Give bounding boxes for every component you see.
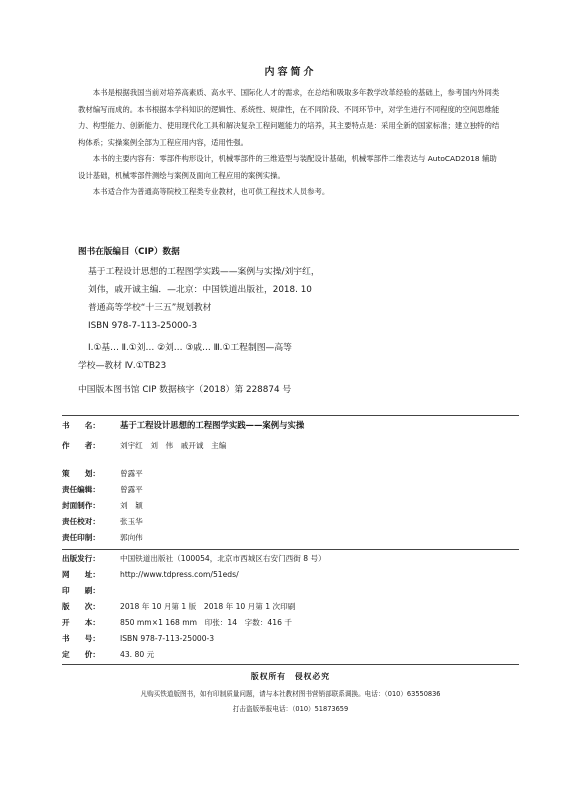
cip-line-3: 普通高等学校“十三五”规划教材 <box>88 303 212 313</box>
publish-row <box>62 585 120 596</box>
cip-line-6: 学校—教材 Ⅳ.①TB23 <box>78 361 167 371</box>
intro-paragraph-2: 本书的主要内容有：零部件构形设计，机械零部件的三维造型与装配设计基础，机械零部件二维表达与 AutoCAD2018 辅助设计基础，机械零部件测绘与案例及面向工程应用的案例实操。 <box>78 154 497 180</box>
cip-line-4: ISBN 978-7-113-25000-3 <box>88 321 198 331</box>
book-author-label: 作 者： <box>62 441 100 450</box>
publish-label: 版 次： <box>62 602 100 611</box>
staff-row <box>62 468 143 479</box>
publish-value: 2018 年 10 月第 1 版 2018 年 10 月第 1 次印刷 <box>120 602 296 611</box>
staff-row <box>62 500 143 511</box>
divider-top <box>62 415 519 416</box>
publish-label: 印 刷： <box>62 586 100 595</box>
staff-value: 郭向伟 <box>120 533 143 542</box>
copyright-title: 版权所有 侵权必究 <box>250 672 331 681</box>
staff-value: 曾露平 <box>120 469 143 478</box>
publish-value: http://www.tdpress.com/51eds/ <box>120 570 239 579</box>
divider-bottom <box>62 664 519 665</box>
cip-heading: 图书在版编目（CIP）数据 <box>78 247 180 257</box>
publish-row <box>62 569 239 580</box>
publish-row <box>62 633 214 644</box>
intro-paragraph-1: 本书是根据我国当前对培养高素质、高水平、国际化人才的需求，在总结和吸取多年教学改革经验的基础上，参考国内外同类教材编写而成的。本书根据本学科知识的逻辑性、系统性、规律性，在不同阶段、不同环节中，对学生进行不同程度的空间思维能力、构型能力、创新能力、使用现代化工具和解决复杂工程问题能力的培养，其主要特点是：采用全新的国家标准；建立独特的结构体系；实操案例全部为工程应用内容，适用性强。 <box>78 88 500 147</box>
book-author-value: 刘宇红 刘 伟 戚开诚 主编 <box>120 441 227 450</box>
book-author-row <box>62 440 226 451</box>
publish-row <box>62 553 326 564</box>
cip-line-2: 刘伟，戚开诚主编．—北京：中国铁道出版社，2018. 10 <box>88 285 312 295</box>
publish-value: 43. 80 元 <box>120 650 155 659</box>
staff-label: 责任印制： <box>62 533 100 542</box>
publish-label: 出版发行： <box>62 554 100 563</box>
publish-value: 850 mm×1 168 mm 印张：14 字数：416 千 <box>120 618 292 627</box>
publish-row <box>62 601 295 612</box>
staff-row <box>62 484 143 495</box>
publish-value: 中国铁道出版社（100054，北京市西城区右安门西街 8 号） <box>120 554 326 563</box>
staff-value: 刘 颖 <box>120 501 143 510</box>
publish-label: 开 本： <box>62 618 100 627</box>
publish-label: 书 号： <box>62 634 100 643</box>
book-title-row <box>62 419 304 431</box>
cip-line-5: Ⅰ.①基… Ⅱ.①刘… ②刘… ③戚… Ⅲ.①工程制图—高等 <box>88 343 292 353</box>
staff-label: 责任校对： <box>62 517 100 526</box>
copyright-service-line: 凡购买铁道版图书，如有印制质量问题，请与本社教材图书营销部联系调换。电话：（010）63550836 <box>140 690 441 698</box>
intro-paragraph-3: 本书适合作为普通高等院校工程类专业教材，也可供工程技术人员参考。 <box>92 187 330 196</box>
copyright-report-line: 打击盗版举报电话：（010）51873659 <box>232 705 349 713</box>
staff-row <box>62 516 143 527</box>
staff-value: 曾露平 <box>120 485 143 494</box>
staff-label: 责任编辑： <box>62 485 100 494</box>
staff-value: 张玉华 <box>120 517 143 526</box>
staff-row <box>62 532 143 543</box>
book-title-value: 基于工程设计思想的工程图学实践——案例与实操 <box>120 420 305 430</box>
cip-line-7: 中国版本图书馆 CIP 数据核字（2018）第 228874 号 <box>78 385 292 395</box>
intro-title: 内容简介 <box>264 67 317 78</box>
publish-row <box>62 617 292 628</box>
publish-label: 网 址： <box>62 570 100 579</box>
staff-label: 封面制作： <box>62 501 100 510</box>
book-title-label: 书 名： <box>62 421 100 430</box>
publish-row <box>62 649 154 660</box>
publish-label: 定 价： <box>62 650 100 659</box>
staff-label: 策 划： <box>62 469 100 478</box>
cip-line-1: 基于工程设计思想的工程图学实践——案例与实操/刘宇红， <box>88 267 320 277</box>
divider-middle <box>62 549 519 550</box>
publish-value: ISBN 978-7-113-25000-3 <box>120 634 215 643</box>
intro-body <box>78 85 502 201</box>
